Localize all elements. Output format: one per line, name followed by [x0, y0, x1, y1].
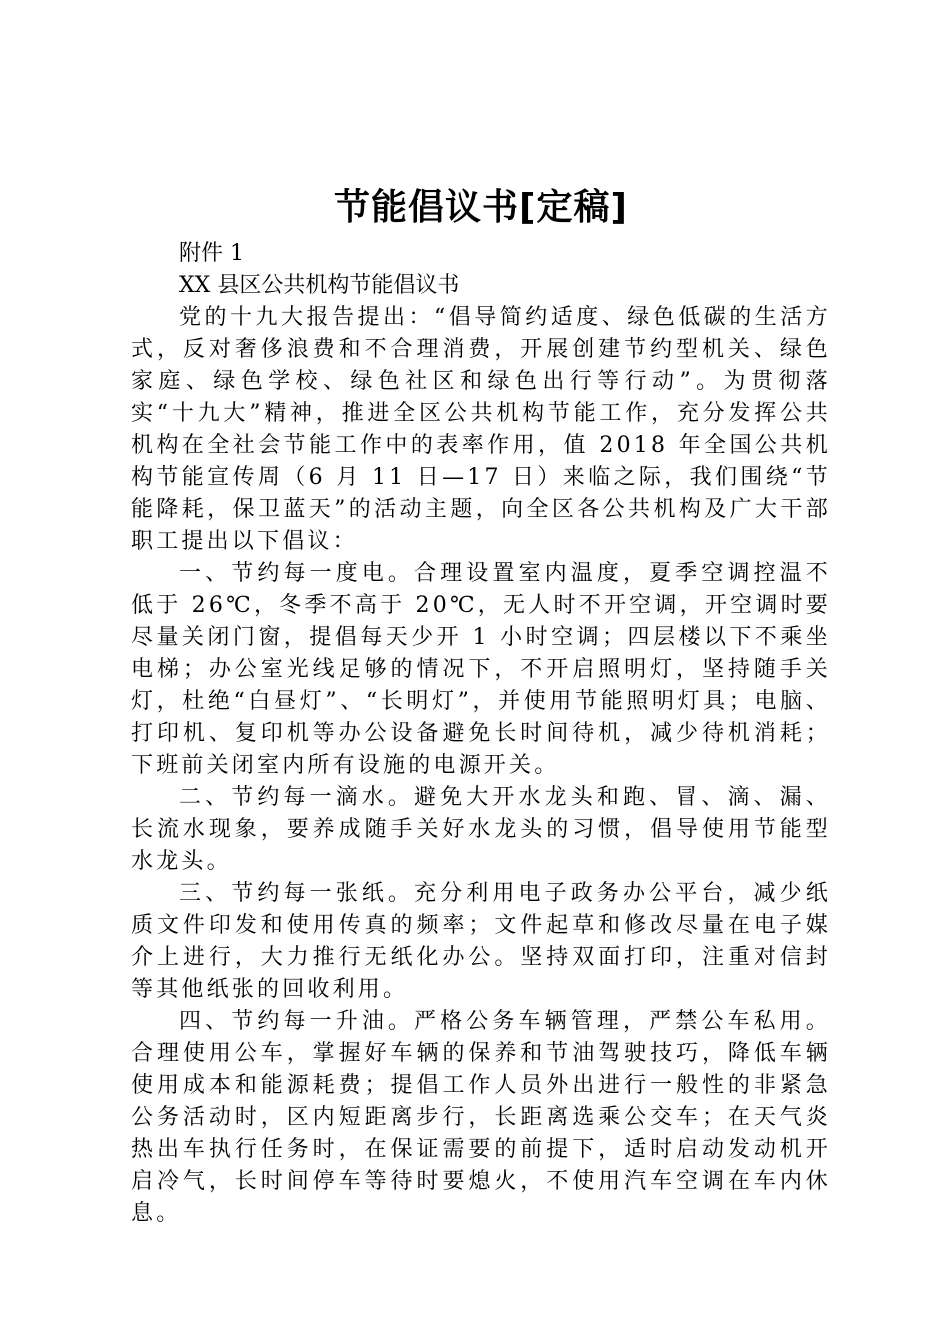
fuel-paragraph: 四、节约每一升油。严格公务车辆管理，严禁公车私用。合理使用公车，掌握好车辆的保养和节油驾驶技巧，降低车辆使用成本和能源耗费；提倡工作人员外出进行一般性的非紧急公务活动时，区内短距离步行，长距离选乘公交车；在天气炎热出车执行任务时，在保证需要的前提下，适时启动发动机开启冷气，长时间停车等待时要熄火，不使用汽车空调在车内休息。: [131, 1009, 831, 1226]
document-page: [131, 180, 831, 1230]
electricity-paragraph: 一、节约每一度电。合理设置室内温度，夏季空调控温不低于 26℃，冬季不高于 20℃，无人时不开空调，开空调时要尽量关闭门窗，提倡每天少开 1 小时空调；四层楼以下不乘坐电梯；办公室光线足够的情况下，不开启照明灯，坚持随手关灯，杜绝“白昼灯”、“长明灯”，并使用节能照明灯具；电脑、打印机、复印机等办公设备避免长时间待机，减少待机消耗；下班前关闭室内所有设施的电源开关。: [131, 561, 831, 778]
attachment-label: 附件 1: [179, 241, 244, 266]
document-subtitle: XX 县区公共机构节能倡议书: [179, 273, 460, 298]
intro-paragraph: 党的十九大报告提出：“倡导简约适度、绿色低碳的生活方式，反对奢侈浪费和不合理消费，开展创建节约型机关、绿色家庭、绿色学校、绿色社区和绿色出行等行动”。为贯彻落实“十九大”精神，推进全区公共机构节能工作，充分发挥公共机构在全社会节能工作中的表率作用，值 2018 年全国公共机构节能宣传周（6 月 11 日—17 日）来临之际，我们围绕“节能降耗，保卫蓝天”的活动主题，向全区各公共机构及广大干部职工提出以下倡议：: [131, 305, 831, 554]
document-title: 节能倡议书[定稿]: [334, 187, 628, 228]
water-paragraph: 二、节约每一滴水。避免大开水龙头和跑、冒、滴、漏、长流水现象，要养成随手关好水龙头的习惯，倡导使用节能型水龙头。: [131, 785, 831, 874]
paper-paragraph: 三、节约每一张纸。充分利用电子政务办公平台，减少纸质文件印发和使用传真的频率；文件起草和修改尽量在电子媒介上进行，大力推行无纸化办公。坚持双面打印，注重对信封等其他纸张的回收利用。: [131, 881, 831, 1002]
